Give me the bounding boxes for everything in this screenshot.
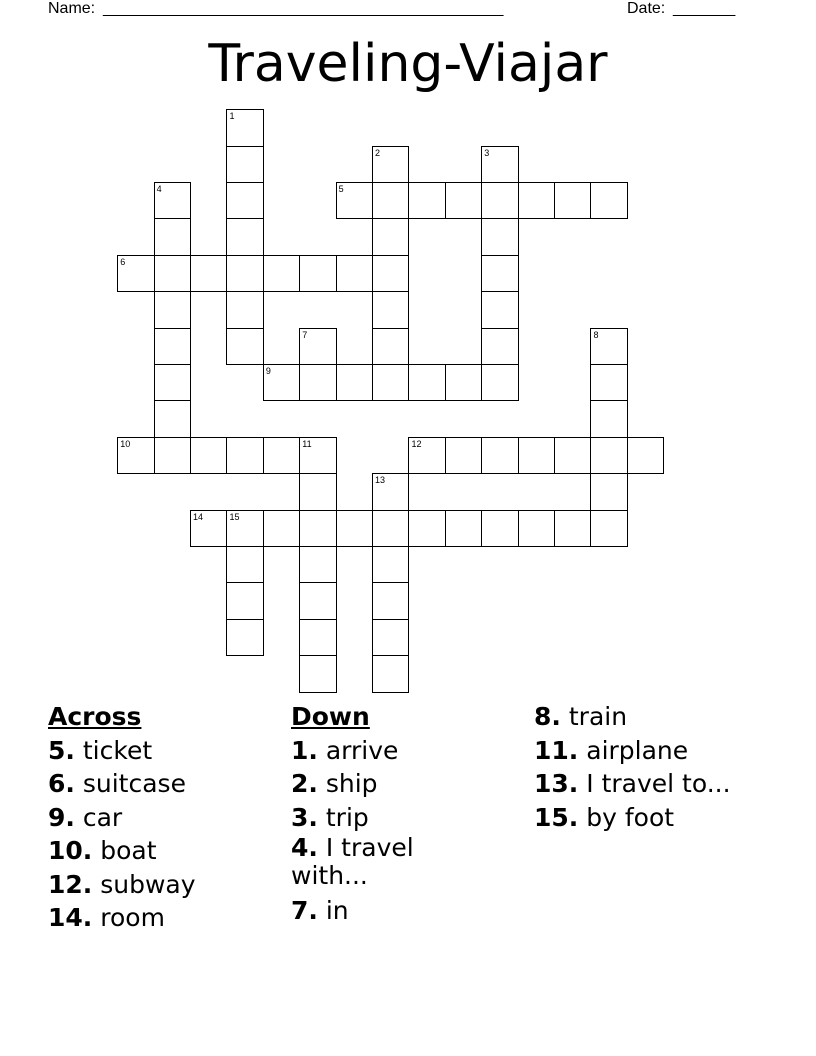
grid-cell[interactable]	[481, 291, 518, 328]
grid-cell[interactable]	[372, 291, 409, 328]
grid-cell[interactable]	[299, 582, 336, 619]
grid-cell[interactable]	[226, 146, 263, 183]
grid-cell[interactable]	[372, 218, 409, 255]
name-field[interactable]: _____________________________________________	[103, 0, 504, 17]
grid-cell[interactable]	[190, 255, 227, 292]
clue-text: in	[325, 896, 349, 925]
grid-cell[interactable]	[372, 182, 409, 219]
clue-item	[534, 700, 764, 734]
cell-number: 3	[484, 147, 490, 158]
grid-cell[interactable]	[481, 437, 518, 474]
grid-cell[interactable]	[299, 364, 336, 401]
grid-cell[interactable]	[226, 255, 263, 292]
grid-cell[interactable]	[299, 437, 336, 474]
grid-cell[interactable]	[372, 146, 409, 183]
grid-cell[interactable]	[481, 328, 518, 365]
cell-number: 6	[120, 256, 126, 267]
grid-cell[interactable]	[408, 364, 445, 401]
clue-item	[291, 834, 491, 894]
clue-text: room	[100, 903, 165, 932]
cell-number: 1	[229, 111, 235, 122]
grid-cell[interactable]	[299, 255, 336, 292]
grid-cell[interactable]	[372, 582, 409, 619]
clue-number: 13.	[534, 769, 579, 798]
clue-item	[48, 767, 278, 801]
clue-text: ticket	[82, 735, 153, 765]
grid-cell[interactable]	[590, 182, 627, 219]
grid-cell[interactable]	[226, 437, 263, 474]
grid-cell[interactable]	[154, 218, 191, 255]
clue-text: ship	[325, 769, 378, 798]
cell-number: 5	[338, 184, 344, 195]
puzzle-title: Traveling-Viajar	[208, 34, 608, 94]
cell-number: 11	[302, 438, 312, 449]
clue-text: suitcase	[82, 769, 186, 798]
cell-number: 15	[229, 511, 240, 522]
grid-cell[interactable]	[590, 473, 627, 510]
clue-number: 7.	[291, 896, 318, 925]
grid-cell[interactable]	[590, 400, 627, 437]
down-clues-continued	[534, 700, 764, 834]
clue-number: 12.	[48, 869, 93, 899]
clue-item	[534, 734, 764, 768]
grid-cell[interactable]	[299, 619, 336, 656]
clue-number: 6.	[48, 769, 75, 798]
clue-number: 5.	[48, 735, 75, 765]
grid-cell[interactable]	[263, 255, 300, 292]
clue-item	[534, 767, 764, 801]
grid-cell[interactable]	[336, 510, 373, 547]
grid-cell[interactable]	[190, 510, 227, 547]
grid-cell[interactable]	[226, 218, 263, 255]
grid-cell[interactable]	[590, 364, 627, 401]
clue-number: 14.	[48, 903, 93, 932]
clue-item	[48, 801, 278, 835]
down-heading: Down	[291, 702, 370, 731]
cell-number: 12	[411, 438, 422, 449]
grid-cell[interactable]	[481, 182, 518, 219]
clue-number: 4.	[291, 833, 318, 862]
grid-cell[interactable]	[408, 510, 445, 547]
grid-cell[interactable]	[481, 255, 518, 292]
clue-number: 9.	[48, 802, 75, 832]
grid-cell[interactable]	[336, 255, 373, 292]
clue-number: 3.	[291, 802, 318, 832]
grid-cell[interactable]	[226, 546, 263, 583]
clue-item	[48, 734, 278, 768]
grid-cell[interactable]	[117, 437, 154, 474]
across-clues	[48, 700, 278, 935]
cell-number: 13	[375, 475, 386, 486]
grid-cell[interactable]	[299, 546, 336, 583]
grid-cell[interactable]	[299, 510, 336, 547]
clue-text: subway	[100, 869, 196, 899]
grid-cell[interactable]	[154, 328, 191, 365]
grid-cell[interactable]	[336, 182, 373, 219]
clue-text: airplane	[586, 735, 689, 765]
grid-cell[interactable]	[518, 182, 555, 219]
grid-cell[interactable]	[445, 182, 482, 219]
clue-number: 2.	[291, 769, 318, 798]
grid-cell[interactable]	[263, 510, 300, 547]
grid-cell[interactable]	[481, 510, 518, 547]
grid-cell[interactable]	[372, 546, 409, 583]
cell-number: 9	[265, 366, 271, 377]
grid-cell[interactable]	[481, 364, 518, 401]
grid-cell[interactable]	[263, 364, 300, 401]
grid-cell[interactable]	[518, 510, 555, 547]
grid-cell[interactable]	[154, 437, 191, 474]
clue-item	[48, 834, 278, 868]
clue-item	[291, 801, 491, 835]
grid-cell[interactable]	[372, 364, 409, 401]
grid-cell[interactable]	[154, 400, 191, 437]
clue-number: 8.	[534, 702, 561, 731]
grid-cell[interactable]	[554, 510, 591, 547]
down-clues	[291, 700, 491, 928]
grid-cell[interactable]	[372, 655, 409, 692]
grid-cell[interactable]	[226, 328, 263, 365]
grid-cell[interactable]	[154, 291, 191, 328]
grid-cell[interactable]	[590, 328, 627, 365]
grid-cell[interactable]	[226, 291, 263, 328]
clue-item	[291, 767, 491, 801]
grid-cell[interactable]	[445, 437, 482, 474]
grid-cell[interactable]	[226, 619, 263, 656]
across-heading: Across	[48, 702, 142, 731]
grid-cell[interactable]	[627, 437, 664, 474]
grid-cell[interactable]	[226, 182, 263, 219]
grid-cell[interactable]	[408, 437, 445, 474]
grid-cell[interactable]	[299, 655, 336, 692]
grid-cell[interactable]	[372, 619, 409, 656]
grid-cell[interactable]	[154, 182, 191, 219]
clue-text: trip	[325, 802, 369, 832]
cell-number: 4	[156, 184, 162, 195]
clue-text: boat	[100, 836, 157, 865]
grid-cell[interactable]	[299, 473, 336, 510]
grid-cell[interactable]	[299, 328, 336, 365]
grid-cell[interactable]	[372, 328, 409, 365]
cell-number: 8	[593, 329, 599, 340]
grid-cell[interactable]	[481, 218, 518, 255]
cell-number: 14	[193, 511, 204, 522]
clue-text: I travel with...	[291, 833, 414, 890]
clue-text: car	[82, 802, 123, 832]
grid-cell[interactable]	[372, 510, 409, 547]
grid-cell[interactable]	[590, 510, 627, 547]
cell-number: 10	[120, 438, 131, 449]
cell-number: 7	[302, 329, 308, 340]
grid-cell[interactable]	[190, 437, 227, 474]
grid-cell[interactable]	[154, 255, 191, 292]
date-field[interactable]: _______	[673, 0, 736, 17]
clue-item	[291, 734, 491, 768]
grid-cell[interactable]	[408, 182, 445, 219]
grid-cell[interactable]	[117, 255, 154, 292]
grid-cell[interactable]	[336, 364, 373, 401]
clue-text: arrive	[325, 735, 399, 765]
clue-number: 15.	[534, 802, 579, 832]
clue-text: train	[568, 702, 628, 731]
grid-cell[interactable]	[445, 364, 482, 401]
clue-number: 10.	[48, 836, 93, 865]
grid-cell[interactable]	[372, 473, 409, 510]
grid-cell[interactable]	[226, 582, 263, 619]
clue-number: 1.	[291, 735, 318, 765]
date-label: Date:	[627, 0, 666, 17]
cell-number: 2	[375, 147, 381, 158]
clue-item	[48, 868, 278, 902]
grid-cell[interactable]	[372, 255, 409, 292]
grid-cell[interactable]	[481, 146, 518, 183]
clue-text: by foot	[586, 802, 675, 832]
clue-text: I travel to...	[586, 769, 731, 798]
grid-cell[interactable]	[554, 437, 591, 474]
name-label: Name:	[48, 0, 96, 17]
grid-cell[interactable]	[518, 437, 555, 474]
grid-cell[interactable]	[554, 182, 591, 219]
grid-cell[interactable]	[590, 437, 627, 474]
grid-cell[interactable]	[226, 109, 263, 146]
clue-item	[291, 894, 491, 928]
clue-number: 11.	[534, 735, 579, 765]
clue-item	[48, 901, 278, 935]
grid-cell[interactable]	[445, 510, 482, 547]
grid-cell[interactable]	[263, 437, 300, 474]
grid-cell[interactable]	[154, 364, 191, 401]
grid-cell[interactable]	[226, 510, 263, 547]
clue-item	[534, 801, 764, 835]
